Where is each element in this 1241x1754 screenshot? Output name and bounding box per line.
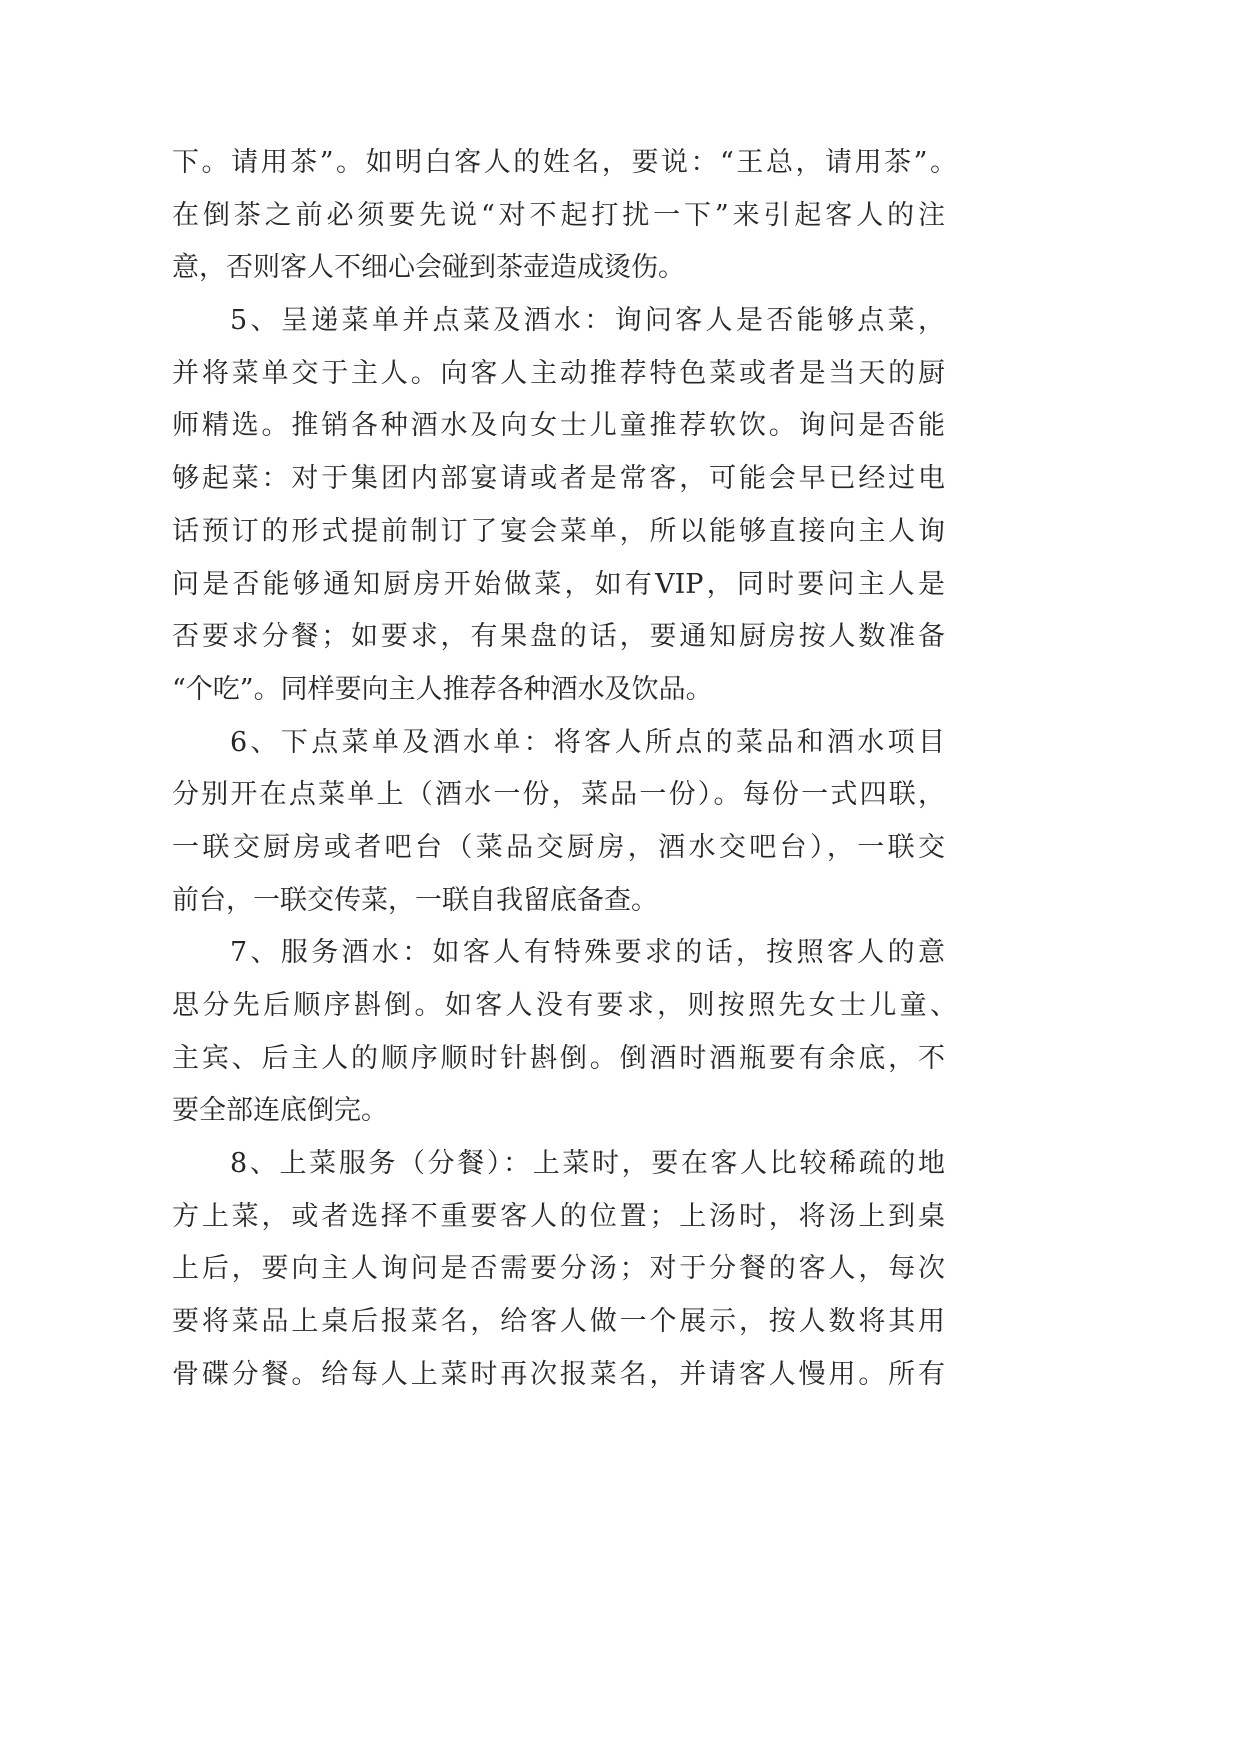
document-body: [172, 137, 957, 1402]
text-line: 7、服务酒水：如客人有特殊要求的话，按照客人的意: [230, 937, 945, 969]
text-line: 在倒茶之前必须要先说“对不起打扰一下”来引起客人的注: [172, 199, 945, 231]
paragraph: [172, 137, 957, 295]
text-line: 前台，一联交传菜，一联自我留底备查。: [172, 884, 658, 916]
text-line: 师精选。推销各种酒水及向女士儿童推荐软饮。询问是否能: [172, 410, 945, 442]
text-line: 够起菜：对于集团内部宴请或者是常客，可能会早已经过电: [172, 463, 945, 495]
text-line: “个吃”。同样要向主人推荐各种酒水及饮品。: [172, 673, 713, 705]
text-line: 问是否能够通知厨房开始做菜，如有VIP，同时要问主人是: [172, 568, 945, 600]
text-line: 要全部连底倒完。: [172, 1095, 388, 1127]
text-line: 8、上菜服务（分餐）：上菜时，要在客人比较稀疏的地: [230, 1148, 945, 1180]
text-line: 思分先后顺序斟倒。如客人没有要求，则按照先女士儿童、: [172, 990, 957, 1021]
paragraph-item-5: [172, 295, 957, 717]
text-line: 骨碟分餐。给每人上菜时再次报菜名，并请客人慢用。所有: [172, 1358, 945, 1390]
text-line: 一联交厨房或者吧台（菜品交厨房，酒水交吧台），一联交: [172, 831, 945, 863]
text-line: 5、呈递菜单并点菜及酒水：询问客人是否能够点菜，: [230, 305, 945, 337]
text-line: 上后，要向主人询问是否需要分汤；对于分餐的客人，每次: [172, 1253, 945, 1285]
text-line: 6、下点菜单及酒水单：将客人所点的菜品和酒水项目: [230, 726, 945, 758]
text-line: 下。请用茶”。如明白客人的姓名，要说：“王总，请用茶”。: [172, 147, 957, 178]
paragraph-item-7: [172, 927, 957, 1138]
text-line: 话预订的形式提前制订了宴会菜单，所以能够直接向主人询: [172, 515, 945, 547]
text-line: 意，否则客人不细心会碰到茶壶造成烫伤。: [172, 252, 685, 284]
text-line: 否要求分餐；如要求，有果盘的话，要通知厨房按人数准备: [172, 621, 945, 653]
text-line: 方上菜，或者选择不重要客人的位置；上汤时，将汤上到桌: [172, 1200, 945, 1232]
text-line: 要将菜品上桌后报菜名，给客人做一个展示，按人数将其用: [172, 1306, 945, 1338]
paragraph-item-8: [172, 1138, 957, 1401]
text-line: 主宾、后主人的顺序顺时针斟倒。倒酒时酒瓶要有余底，不: [172, 1042, 945, 1074]
text-line: 并将菜单交于主人。向客人主动推荐特色菜或者是当天的厨: [172, 357, 945, 389]
paragraph-item-6: [172, 717, 957, 928]
text-line: 分别开在点菜单上（酒水一份，菜品一份）。每份一式四联，: [172, 779, 945, 811]
